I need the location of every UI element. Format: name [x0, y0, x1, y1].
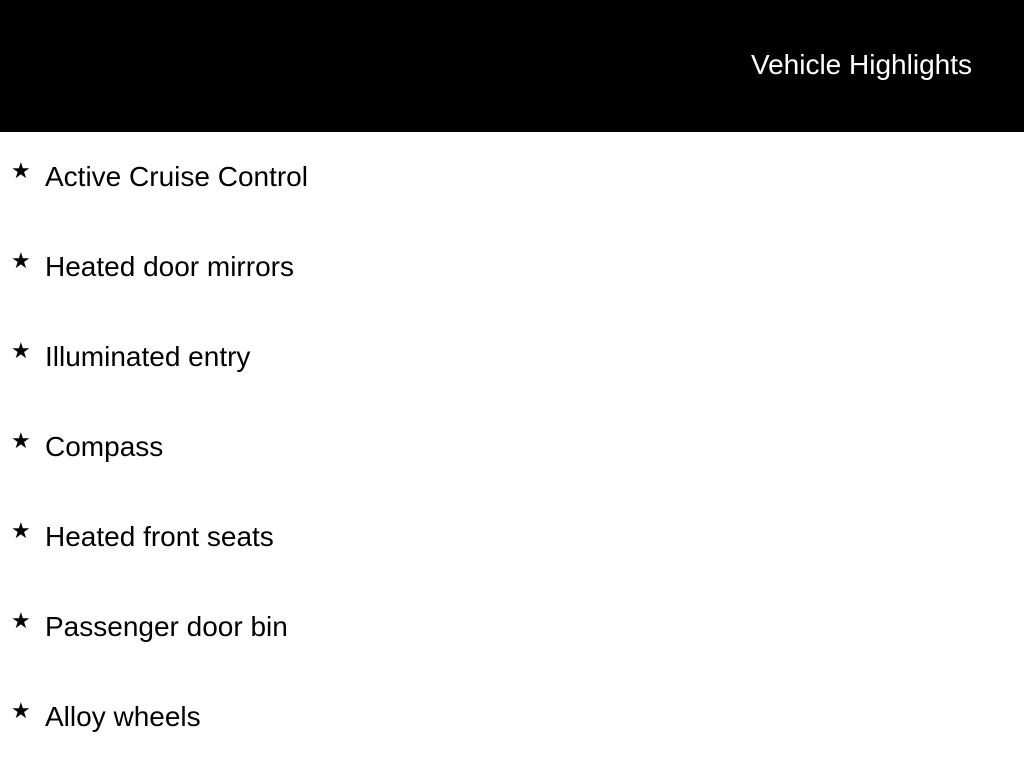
feature-label: Heated front seats: [45, 521, 274, 552]
feature-item: [0, 402, 1024, 492]
feature-label: Passenger door bin: [45, 611, 288, 642]
star-icon: ★: [11, 428, 31, 453]
star-icon: ★: [11, 608, 31, 633]
feature-item: [0, 132, 1024, 222]
feature-item: [0, 672, 1024, 762]
page-title: Vehicle Highlights: [750, 49, 972, 80]
feature-label: Active Cruise Control: [45, 161, 308, 192]
feature-item: [0, 312, 1024, 402]
star-icon: ★: [11, 158, 31, 183]
header-bar: [0, 0, 1024, 132]
star-icon: ★: [11, 698, 31, 723]
feature-label: Illuminated entry: [45, 341, 251, 372]
feature-label: Alloy wheels: [45, 701, 201, 732]
star-icon: ★: [11, 248, 31, 273]
feature-label: Heated door mirrors: [45, 251, 294, 282]
star-icon: ★: [11, 338, 31, 363]
feature-list: [0, 132, 1024, 762]
feature-label: Compass: [45, 431, 164, 462]
feature-item: [0, 222, 1024, 312]
feature-item: [0, 582, 1024, 672]
star-icon: ★: [11, 518, 31, 543]
feature-item: [0, 492, 1024, 582]
